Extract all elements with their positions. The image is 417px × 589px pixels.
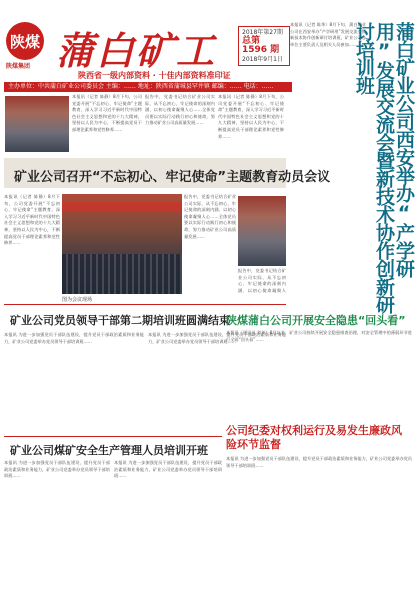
bottom-col1: 本报讯 为进一步加强党员干部队伍建设，提升党员干部政治素质和业务能力，矿业公司党委举办党员领导干部培训班…… [4, 460, 110, 479]
bottom-col2: 本报讯 为进一步加强党员干部队伍建设，提升党员干部政治素质和业务能力，矿业公司党委举办党员领导干部培训班…… [114, 460, 222, 479]
divider [4, 304, 286, 305]
top-photo [5, 96, 69, 152]
top-article-col3: 本报讯（记者 陈静）8月下旬，公司党委开展“不忘初心、牢记使命”主题教育，深入学习习近平新时代中国特色社会主义思想和党的十九大精神，坚持以人民为中心，不断提高党员干部理论素养和党性修养…… [218, 94, 284, 139]
divider-bottom [4, 436, 222, 437]
photo-caption: 图为会议现场 [62, 297, 93, 303]
lower-right-text2: 本报讯 为进一步加强党员干部队伍建设，提升党员干部政治素质和业务能力，矿业公司党委举办党员领导干部培训班…… [226, 456, 412, 468]
vertical-headline: 蒲白矿业公司西安举办“产学研用”发展交流会暨新技术协作创新研讨培训班 [353, 22, 415, 313]
main-col-mid: 报告中，党委书记结合矿业公司实际，从不忘初心、牢记使命的深刻内涵、以初心使命凝聚人心……全体党员要以实际行动践行初心和使命，努力推动矿业公司高质量发展…… [184, 194, 236, 239]
lower-right-headline2: 公司纪委对权利运行及易发生廉政风险环节监督 [226, 424, 402, 451]
lower-right-text: 本报讯（通讯员 刘英）8月以来，矿业公司持续开展安全隐患排查治理，对安全管理中的薄弱环节进行全面“回头看”…… [226, 330, 412, 342]
side-photo [238, 196, 286, 266]
side-photo-text: 报告中，党委书记结合矿业公司实际，从不忘初心、牢记使命的深刻内涵、以初心使命凝聚人 [238, 268, 286, 293]
issue-line1: 2018年第27期 [242, 29, 283, 36]
bottom-headline: 矿业公司煤矿安全生产管理人员培训开班 [10, 444, 208, 457]
logo [6, 22, 46, 70]
logo-caption: 陕煤集团 [6, 63, 31, 70]
main-col-left: 本报讯（记者 陈静）8月下旬，公司党委开展“不忘初心、牢记使命”主题教育，深入学习习近平新时代中国特色社会主义思想和党的十九大精神，坚持以人民为中心，不断提高党员干部理论素养和党性修养…… [4, 194, 60, 246]
top-article-col2: 报告中，党委书记结合矿业公司实际，从不忘初心、牢记使命的深刻内涵、以初心使命凝聚人心……全体党员要以实际行动践行初心和使命，努力推动矿业公司高质量发展…… [145, 94, 215, 126]
issue-line3: 2018年9月1日 [242, 56, 283, 63]
main-headline: 矿业公司召开“不忘初心、牢记使命”主题教育动员会议 [14, 170, 331, 185]
masthead-title: 蒲白矿工 [56, 28, 217, 73]
lower-left-col1: 本报讯 为进一步加强党员干部队伍建设，提升党员干部政治素质和业务能力，矿业公司党委举办党员领导干部培训班…… [4, 332, 144, 344]
issue-box [238, 26, 290, 66]
right-col-text: 本报讯（记者 陈华）8月下旬，蒲白矿业公司在西安举办“产学研用”发展交流会暨新技术协作创新研讨培训班，矿业公司各单位主要负责人及相关人员参加…… [290, 22, 366, 47]
brand-icon: 陕煤 [6, 22, 44, 60]
info-bar: 主办单位：中共蒲白矿业公司委员会 主编：…… 地址：陕西省蒲城县罕井镇 邮编：…… 电话：…… [4, 82, 292, 92]
lower-left-headline: 矿业公司党员领导干部第二期培训班圆满结束 [10, 314, 230, 327]
top-article-col1: 本报讯（记者 陈静）8月下旬，公司党委开展“不忘初心、牢记使命”主题教育，深入学习习近平新时代中国特色社会主义思想和党的十九大精神，坚持以人民为中心，不断提高党员干部理论素养和党性修养…… [72, 94, 142, 132]
main-photo [62, 194, 182, 294]
issue-line2: 总第 1596 期 [242, 36, 280, 55]
tagline: 陕西省一级内部资料 · 十佳内部资料准印证 [78, 71, 231, 80]
lower-left-col2: 本报讯 为进一步加强党员干部队伍建设，提升党员干部政治素质和业务能力，矿业公司党委举办党员领导干部培训班…… [148, 332, 286, 344]
lower-right-headline: 陕煤蒲白公司开展安全隐患“回头看” [226, 314, 406, 327]
